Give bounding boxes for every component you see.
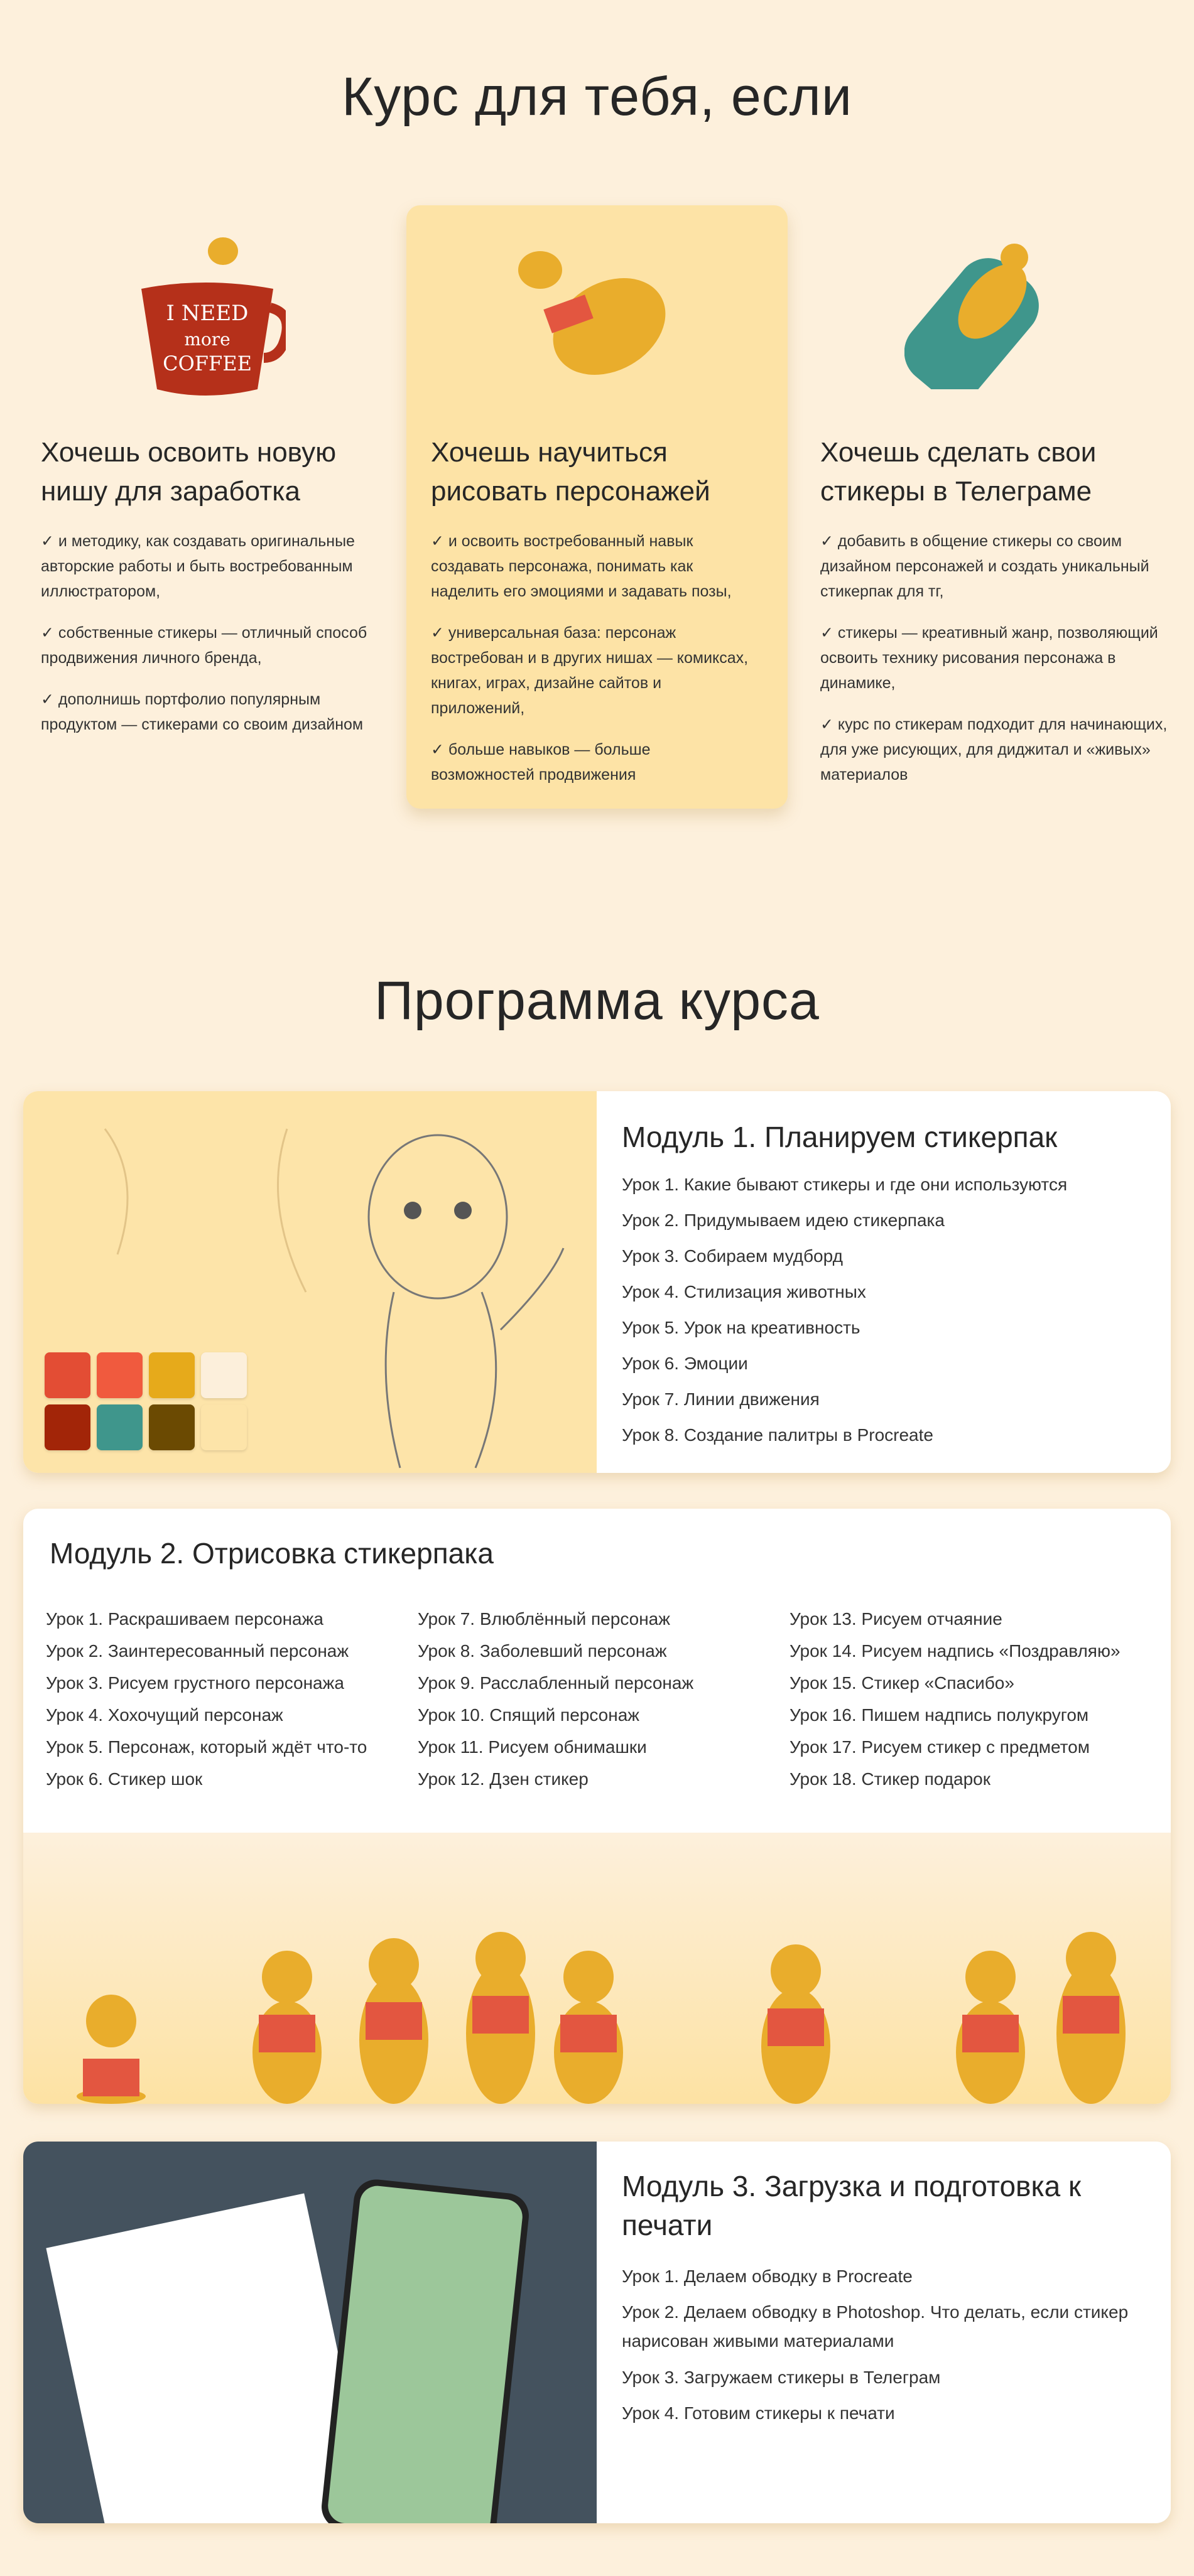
lesson-item: Урок 6. Эмоции <box>622 1354 748 1373</box>
meerkat <box>554 1951 623 2104</box>
meerkat <box>252 1951 322 2104</box>
module-2-card <box>23 1509 1171 2104</box>
lesson-item: Урок 12. Дзен стикер <box>418 1769 589 1789</box>
lesson-item: Урок 3. Собираем мудборд <box>622 1246 843 1266</box>
program-title: Программа курса <box>374 971 820 1031</box>
stickers-print-illustration <box>23 2142 597 2523</box>
palette-swatch <box>45 1404 90 1450</box>
meerkat <box>359 1938 428 2104</box>
module-3-card <box>23 2142 1171 2523</box>
meerkat <box>956 1951 1025 2104</box>
lesson-item: Урок 14. Рисуем надпись «Поздравляю» <box>790 1641 1121 1661</box>
point: ✓ универсальная база: персонаж востребован и в других нишах — комиксах, книгах, играх, дизайне сайтов и приложений, <box>431 624 749 717</box>
lesson-item: Урок 5. Персонаж, который ждёт что-то <box>46 1737 367 1757</box>
svg-text:COFFEE: COFFEE <box>163 352 252 375</box>
point: ✓ стикеры — креативный жанр, позволяющий освоить технику рисования персонажа в динамике, <box>820 624 1158 692</box>
sketch-illustration <box>23 1091 597 1473</box>
point: ✓ курс по стикерам подходит для начинающих, для уже рисующих, для диджитал и «живых» материалов <box>820 716 1168 784</box>
meerkat <box>761 1944 830 2104</box>
coffee-mug-illustration <box>129 232 286 402</box>
lesson-item: Урок 17. Рисуем стикер с предметом <box>790 1737 1090 1757</box>
lesson-item: Урок 15. Стикер «Спасибо» <box>790 1673 1014 1693</box>
lessons-column <box>46 1603 367 1795</box>
palette-swatch <box>149 1352 195 1398</box>
lesson-item: Урок 18. Стикер подарок <box>790 1769 991 1789</box>
lesson-item: Урок 3. Загружаем стикеры в Телеграм <box>622 2368 941 2387</box>
lesson-item: Урок 2. Делаем обводку в Photoshop. Что делать, если стикер нарисован живыми материалами <box>622 2302 1129 2351</box>
audience-column-telegram <box>820 433 1172 804</box>
pool-float-meerkat-illustration <box>904 232 1061 389</box>
module-title: Модуль 3. Загрузка и подготовка к печати <box>622 2170 1082 2241</box>
lesson-item: Урок 7. Линии движения <box>622 1389 820 1409</box>
point: ✓ дополнишь портфолио популярным продуктом — стикерами со своим дизайном <box>41 691 364 733</box>
meerkat <box>1056 1932 1126 2104</box>
lesson-item: Урок 8. Создание палитры в Procreate <box>622 1425 933 1445</box>
lesson-item: Урок 6. Стикер шок <box>46 1769 203 1789</box>
palette-swatch <box>201 1404 247 1450</box>
point: ✓ собственные стикеры — отличный способ продвижения личного бренда, <box>41 624 367 667</box>
point: ✓ больше навыков — больше возможностей продвижения <box>431 741 651 784</box>
module-1-card <box>23 1091 1171 1473</box>
lesson-item: Урок 2. Заинтересованный персонаж <box>46 1641 349 1661</box>
lesson-item: Урок 10. Спящий персонаж <box>418 1705 640 1725</box>
lessons-column <box>790 1603 1121 1795</box>
palette-swatch <box>45 1352 90 1398</box>
palette-swatch <box>149 1404 195 1450</box>
lesson-item: Урок 9. Расслабленный персонаж <box>418 1673 694 1693</box>
meerkats-illustration <box>23 1833 1171 2104</box>
svg-text:I NEED: I NEED <box>166 301 249 326</box>
audience-title: Курс для тебя, если <box>342 67 852 127</box>
meerkat-group-icon <box>23 1833 1171 2104</box>
lesson-item: Урок 4. Готовим стикеры к печати <box>622 2403 895 2423</box>
column-heading: Хочешь освоить новую нишу для заработка <box>41 437 337 507</box>
module-title: Модуль 2. Отрисовка стикерпака <box>50 1537 494 1570</box>
lesson-item: Урок 4. Хохочущий персонаж <box>46 1705 283 1725</box>
palette-swatch <box>201 1352 247 1398</box>
point: ✓ добавить в общение стикеры со своим дизайном персонажей и создать уникальный стикерпак для тг, <box>820 532 1149 600</box>
lesson-item: Урок 7. Влюблённый персонаж <box>418 1609 670 1629</box>
meerkat <box>466 1932 535 2104</box>
phone-mockup <box>319 2177 531 2523</box>
meerkat <box>77 1995 146 2104</box>
lesson-item: Урок 4. Стилизация животных <box>622 1282 866 1301</box>
palette-swatch <box>97 1404 143 1450</box>
lessons-column <box>418 1603 693 1795</box>
point: ✓ и освоить востребованный навык создавать персонажа, понимать как наделить его эмоциями и задавать позы, <box>431 532 732 600</box>
point: ✓ и методику, как создавать оригинальные авторские работы и быть востребованным иллюстратором, <box>41 532 355 600</box>
audience-column-income <box>41 433 393 753</box>
lesson-item: Урок 5. Урок на креативность <box>622 1318 860 1337</box>
module-title: Модуль 1. Планируем стикерпак <box>622 1121 1058 1153</box>
column-heading: Хочешь научиться рисовать персонажей <box>431 437 710 507</box>
lesson-item: Урок 1. Делаем обводку в Procreate <box>622 2266 913 2286</box>
column-heading: Хочешь сделать свои стикеры в Телеграме <box>820 437 1097 507</box>
lesson-item: Урок 11. Рисуем обнимашки <box>418 1737 647 1757</box>
lesson-item: Урок 1. Раскрашиваем персонажа <box>46 1609 323 1629</box>
lesson-item: Урок 1. Какие бывают стикеры и где они используются <box>622 1175 1068 1194</box>
lesson-item: Урок 8. Заболевший персонаж <box>418 1641 667 1661</box>
lesson-item: Урок 2. Придумываем идею стикерпака <box>622 1210 945 1230</box>
palette-swatch <box>97 1352 143 1398</box>
lesson-item: Урок 3. Рисуем грустного персонажа <box>46 1673 344 1693</box>
lesson-item: Урок 13. Рисуем отчаяние <box>790 1609 1002 1629</box>
lying-meerkat-illustration <box>502 226 691 396</box>
lesson-item: Урок 16. Пишем надпись полукругом <box>790 1705 1089 1725</box>
audience-column-characters <box>431 433 757 804</box>
svg-text:more: more <box>184 329 231 350</box>
